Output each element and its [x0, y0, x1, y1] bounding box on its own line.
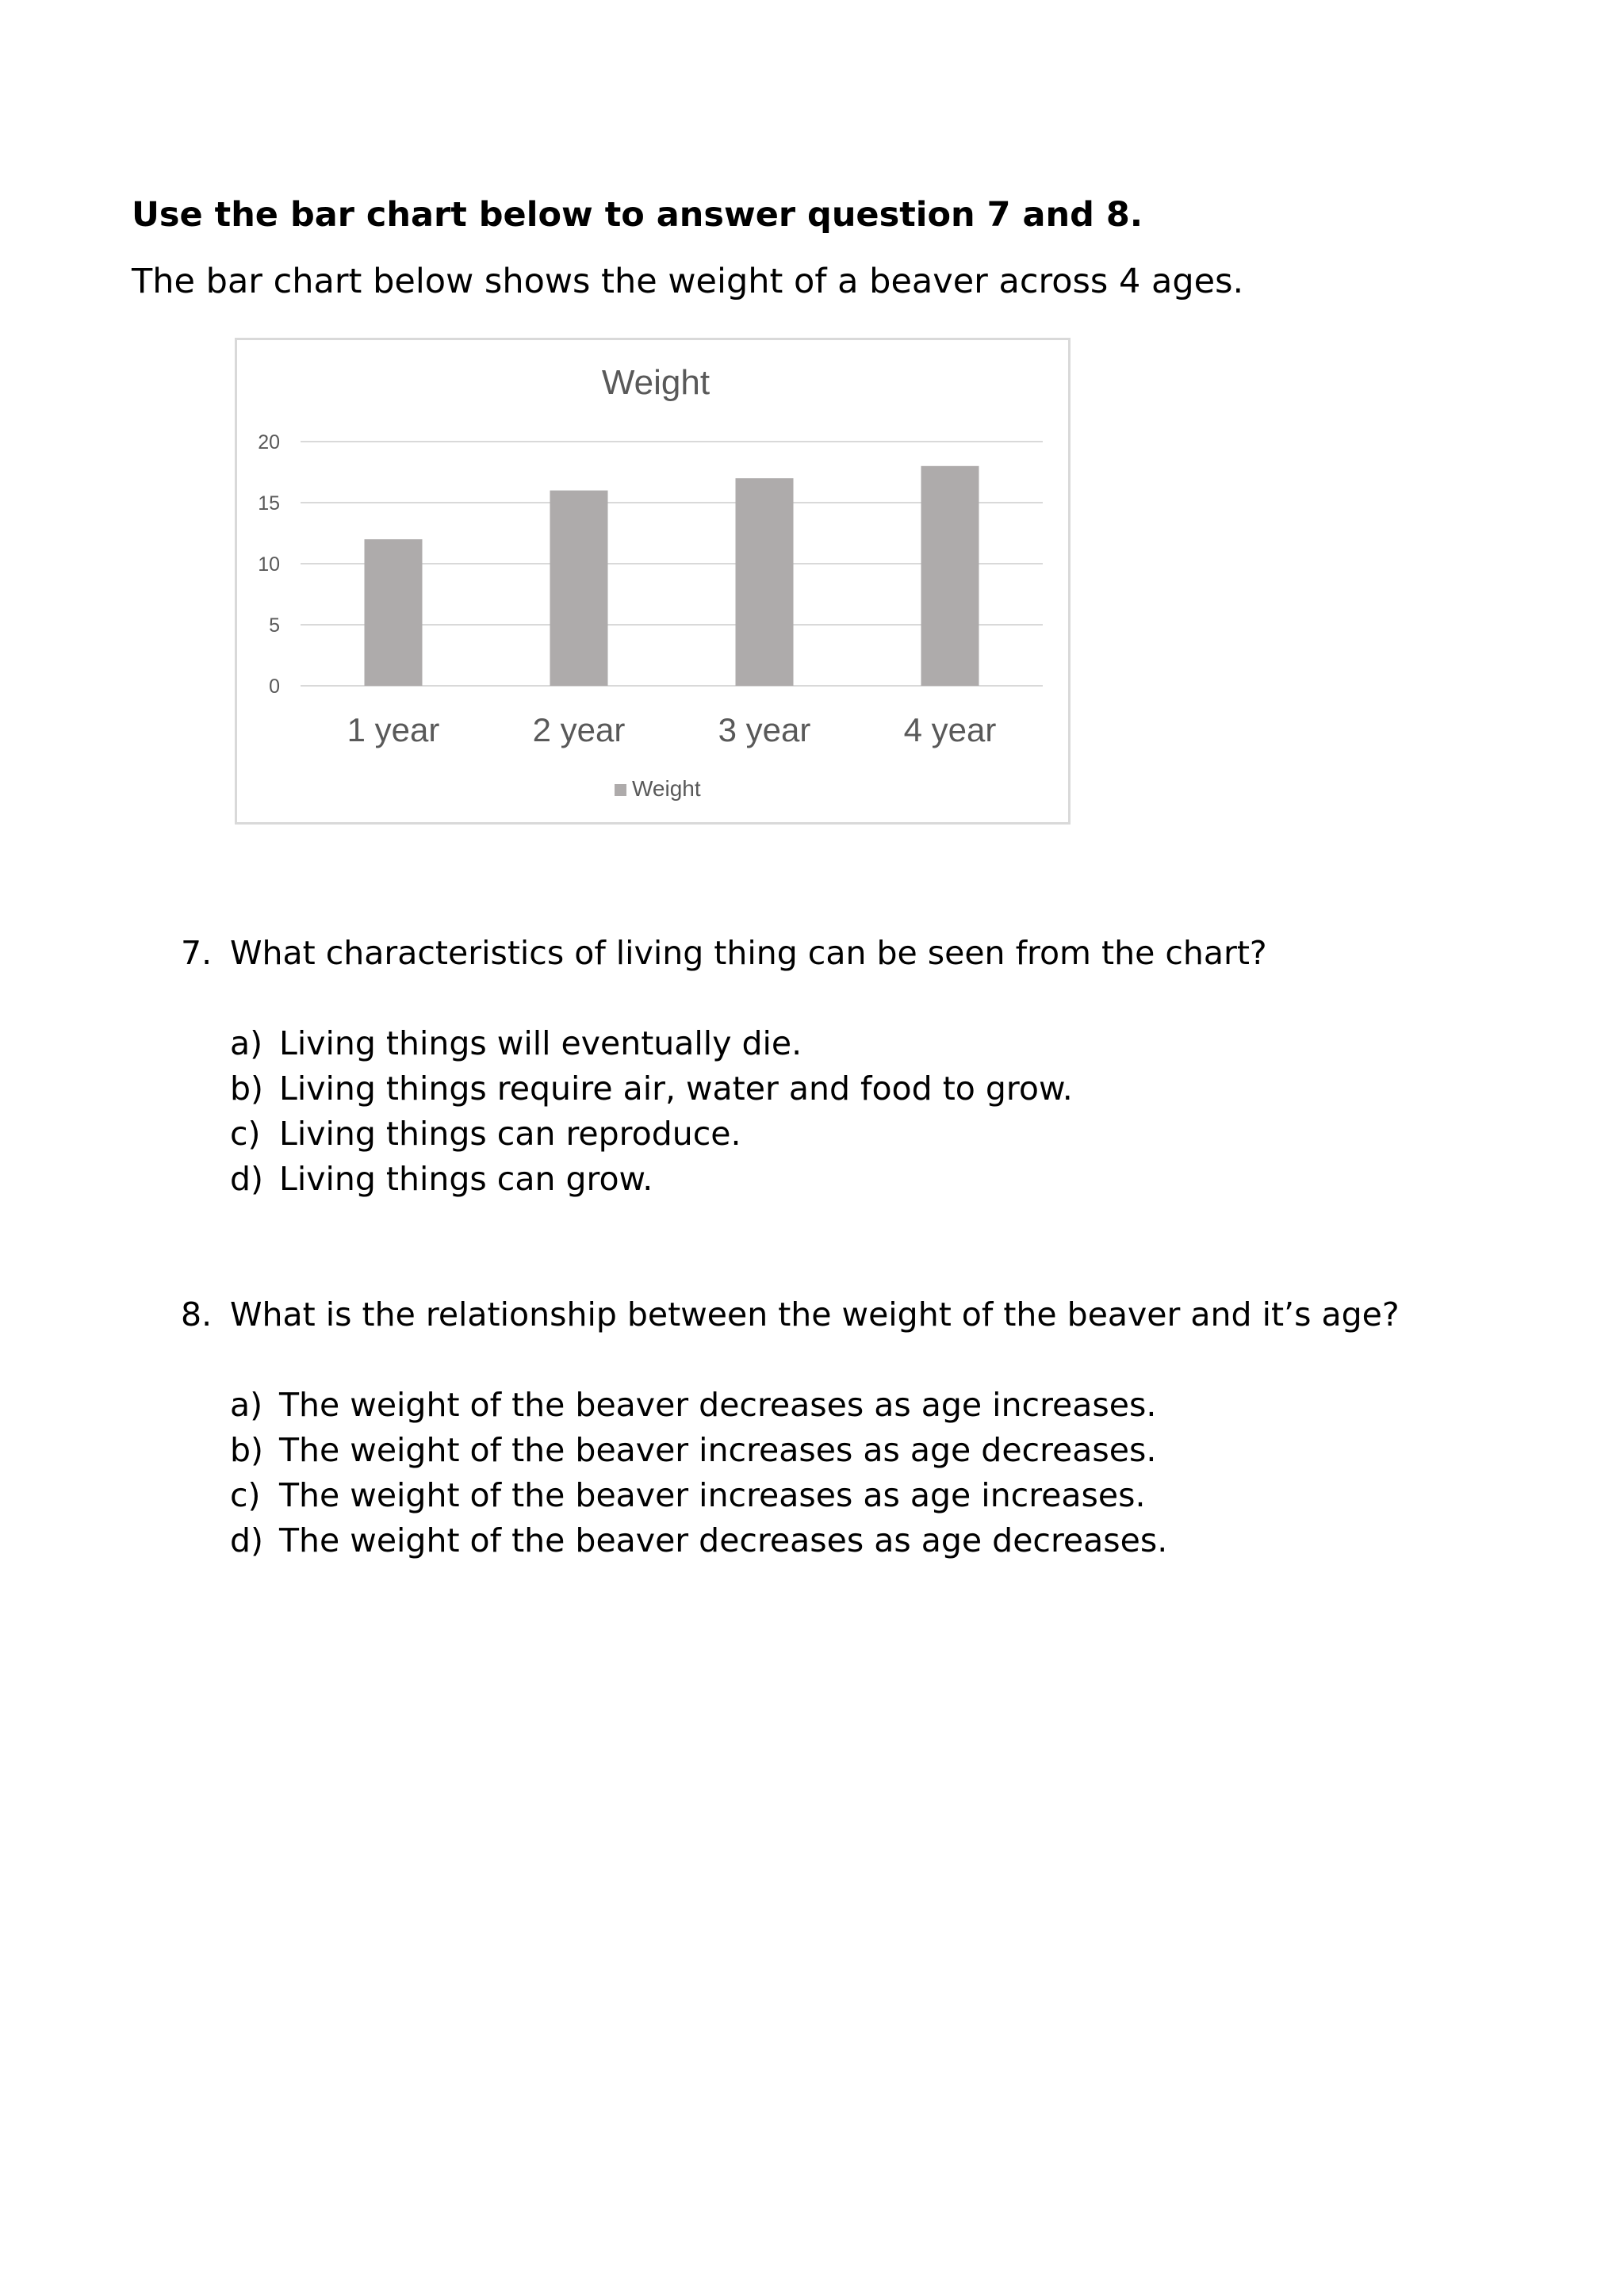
option-letter: a) [230, 1024, 263, 1062]
chart-svg [237, 340, 1068, 822]
option-text: Living things will eventually die. [279, 1024, 802, 1062]
chart-intro-text: The bar chart below shows the weight of a beaver across 4 ages. [132, 262, 1244, 301]
legend-swatch [615, 784, 626, 796]
x-tick-label: 1 year [347, 711, 440, 748]
option-text: The weight of the beaver decreases as age increases. [279, 1386, 1157, 1424]
option-text: Living things can reproduce. [279, 1115, 741, 1153]
bar-3 [736, 478, 794, 686]
y-tick-label: 5 [269, 614, 280, 637]
instruction-heading: Use the bar chart below to answer question 7 and 8. [132, 195, 1143, 235]
option-letter: b) [230, 1070, 264, 1108]
chart-title: Weight [601, 363, 710, 402]
bar-1 [365, 539, 423, 686]
option-text: Living things require air, water and food to grow. [279, 1070, 1073, 1108]
option-text: The weight of the beaver increases as age decreases. [279, 1431, 1157, 1469]
y-tick-label: 10 [258, 553, 280, 576]
legend-label: Weight [632, 776, 701, 801]
x-tick-label: 4 year [903, 711, 997, 748]
option-text: The weight of the beaver decreases as age decreases. [279, 1521, 1168, 1559]
option-letter: b) [230, 1431, 264, 1469]
question-8-text: What is the relationship between the weight of the beaver and it’s age? [230, 1295, 1400, 1334]
option-letter: c) [230, 1476, 261, 1514]
option-text: Living things can grow. [279, 1160, 653, 1198]
x-tick-label: 2 year [532, 711, 626, 748]
bar-4 [921, 466, 979, 686]
chart-x-ticks [347, 711, 997, 748]
weight-bar-chart [235, 338, 1071, 825]
y-tick-label: 20 [258, 431, 280, 453]
chart-y-ticks [258, 431, 280, 698]
question-7-text: What characteristics of living thing can be seen from the chart? [230, 934, 1267, 972]
question-7-number: 7. [181, 934, 213, 972]
option-letter: c) [230, 1115, 261, 1153]
bar-2 [550, 491, 608, 686]
question-8-number: 8. [181, 1295, 213, 1334]
x-tick-label: 3 year [718, 711, 811, 748]
chart-bars [365, 466, 979, 686]
option-letter: d) [230, 1160, 264, 1198]
option-text: The weight of the beaver increases as age increases. [279, 1476, 1146, 1514]
option-letter: d) [230, 1521, 264, 1559]
y-tick-label: 0 [269, 675, 280, 698]
option-letter: a) [230, 1386, 263, 1424]
y-tick-label: 15 [258, 492, 280, 515]
